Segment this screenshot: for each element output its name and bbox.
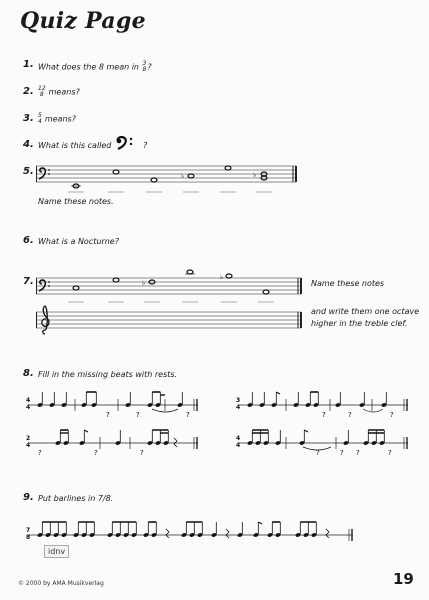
time-signature-top: 3 [236, 397, 241, 404]
question-1-label: What does the 8 mean in [38, 62, 139, 72]
fraction-3-8 [143, 61, 147, 73]
time-signature-bottom: 8 [26, 534, 31, 541]
scan-stamp: idnv [44, 545, 69, 558]
fraction-bottom: 8 [142, 66, 147, 73]
bass-clef-icon [39, 280, 50, 291]
page-title: Quiz Page [20, 8, 146, 34]
question-9-text: Put barlines in 7/8. [38, 494, 114, 503]
fraction-top: 3 [142, 60, 147, 67]
time-signature-top: 7 [26, 527, 31, 534]
page-number: 19 [393, 570, 414, 588]
question-2-text [38, 86, 80, 98]
question-number-3: 3. [23, 113, 34, 124]
question-number-9: 9. [23, 492, 34, 503]
fraction-bottom: 4 [38, 118, 42, 125]
missing-beat-mark: ? [356, 449, 360, 457]
missing-beat-mark: ? [136, 411, 140, 419]
missing-beat-mark: ? [38, 449, 42, 457]
question-number-1: 1. [23, 59, 34, 70]
svg-text:♭: ♭ [220, 273, 224, 281]
question-2-label: means? [48, 87, 80, 97]
time-signature-bottom: 4 [26, 404, 31, 411]
question-number-6: 6. [23, 235, 34, 246]
fraction-top: 12 [38, 85, 46, 92]
svg-text:♭: ♭ [142, 279, 146, 287]
question-3-text [38, 113, 76, 125]
missing-beat-mark: ? [390, 411, 394, 419]
question-5-caption: Name these notes. [38, 197, 114, 206]
time-signature-bottom: 4 [26, 442, 31, 449]
bass-staff-q5 [36, 162, 298, 194]
question-4-text [38, 141, 111, 150]
time-signature-bottom: 4 [236, 404, 241, 411]
question-number-5: 5. [23, 166, 34, 177]
fraction-top: 5 [38, 112, 42, 119]
question-4-label: What is this called [38, 141, 112, 150]
question-number-8: 8. [23, 368, 34, 379]
staves-q7 [36, 268, 306, 338]
question-1-suffix: ? [147, 62, 152, 72]
question-7-side-text-3: higher in the treble clef. [311, 319, 408, 328]
question-number-4: 4. [23, 139, 34, 150]
fraction-bottom: 8 [39, 91, 44, 98]
missing-beat-mark: ? [94, 449, 98, 457]
bass-clef-icon [113, 134, 141, 154]
question-3-label: means? [44, 114, 76, 124]
bass-clef-icon [39, 168, 50, 179]
time-signature-top: 2 [26, 435, 31, 442]
rhythm-exercises-q8 [18, 385, 418, 465]
missing-beat-mark: ? [348, 411, 352, 419]
question-8-text: Fill in the missing beats with rests. [38, 370, 178, 379]
question-7-side-text-2: and write them one octave [311, 307, 420, 316]
time-signature-top: 4 [236, 435, 241, 442]
missing-beat-mark: ? [106, 411, 110, 419]
fraction-12-8 [38, 86, 46, 98]
question-4-suffix: ? [143, 141, 148, 150]
missing-beat-mark: ? [388, 449, 392, 457]
question-1-text [38, 61, 152, 73]
question-6-text: What is a Nocturne? [38, 237, 119, 246]
fraction-5-4 [38, 113, 42, 125]
missing-beat-mark: ? [316, 449, 320, 457]
time-signature-bottom: 4 [236, 442, 241, 449]
time-signature-top: 4 [26, 397, 31, 404]
missing-beat-mark: ? [340, 449, 344, 457]
svg-text:♭: ♭ [181, 172, 185, 180]
question-number-7: 7. [23, 276, 34, 287]
missing-beat-mark: ? [322, 411, 326, 419]
missing-beat-mark: ? [140, 449, 144, 457]
question-number-2: 2. [23, 86, 34, 97]
question-7-side-text-1: Name these notes [311, 279, 385, 288]
svg-text:♭: ♭ [253, 171, 257, 179]
missing-beat-mark: ? [186, 411, 190, 419]
copyright-notice: © 2000 by AMA Musikverlag [18, 580, 104, 587]
